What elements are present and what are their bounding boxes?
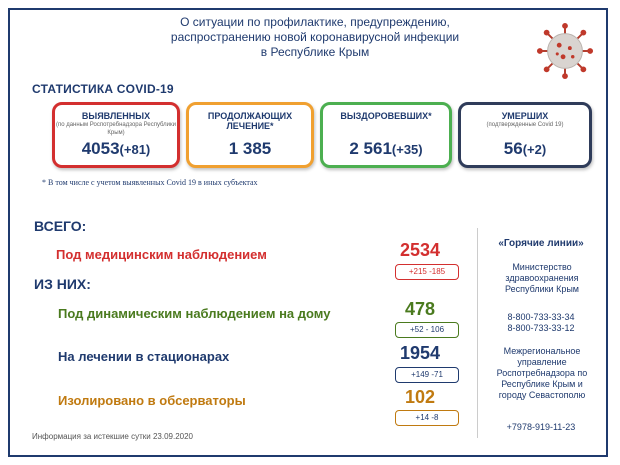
card-detected-sublabel: (по данным Роспотребнадзора Республики Крым) [55, 122, 177, 136]
hotline-rospotrebnadzor: Межрегиональное управление Роспотребнадзора по Республике Крым и городу Севастополю [496, 346, 588, 400]
card-recovered-number: 2 561 [349, 139, 392, 158]
card-detected-delta: (+81) [119, 142, 151, 157]
card-in-treatment [186, 102, 314, 168]
card-deceased-label: УМЕРШИХ [501, 111, 549, 121]
row-medical-observation-value: 2534 [399, 240, 441, 260]
card-detected-value [55, 139, 177, 159]
hotline-phone-2: 8-800-733-33-12 [507, 323, 575, 333]
row-medical-observation-delta: +215 -185 [395, 264, 459, 280]
footnote: * В том числе с учетом выявленных Covid 19 в иных субъектах [42, 178, 258, 187]
card-in-treatment-value [189, 139, 311, 159]
hotlines-title: «Горячие линии» [498, 238, 584, 249]
of-them-heading: ИЗ НИХ: [34, 276, 91, 292]
card-recovered-value [323, 139, 449, 159]
card-detected [52, 102, 180, 168]
hotline-phone-3: +7978-919-11-23 [506, 422, 576, 432]
row-home-observation-label: Под динамическим наблюдением на дому [58, 306, 331, 321]
row-hospital-delta: +149 -71 [395, 367, 459, 383]
row-observatory-label: Изолировано в обсерваторы [58, 393, 246, 408]
title-line-2: распространению новой коронавирусной инфекции [170, 30, 460, 44]
title-line-1: О ситуации по профилактике, предупреждению, [180, 15, 450, 29]
card-detected-number: 4053 [81, 139, 120, 158]
row-home-observation-value: 478 [404, 299, 436, 319]
card-recovered [320, 102, 452, 168]
card-deceased-sublabel: (подтвержденные Covid 19) [486, 122, 564, 128]
row-observatory-delta: +14 -8 [395, 410, 459, 426]
card-in-treatment-number: 1 385 [228, 139, 272, 158]
hotline-ministry: Министерство здравоохранения Республики Крым [505, 262, 579, 294]
card-deceased [458, 102, 592, 168]
divider-line [477, 228, 478, 438]
stats-heading: СТАТИСТИКА COVID-19 [32, 82, 174, 96]
coronavirus-icon [536, 22, 594, 80]
card-deceased-delta: (+2) [522, 142, 547, 157]
card-recovered-delta: (+35) [391, 142, 423, 157]
title-line-3: в Республике Крым [260, 45, 370, 59]
card-deceased-value [461, 139, 589, 159]
row-home-observation-delta: +52 - 106 [395, 322, 459, 338]
hotline-phone-1: 8-800-733-33-34 [507, 312, 575, 322]
row-medical-observation-label: Под медицинским наблюдением [56, 247, 267, 262]
row-hospital-value: 1954 [399, 343, 441, 363]
card-recovered-label: ВЫЗДОРОВЕВШИХ* [340, 111, 432, 121]
card-detected-label: ВЫЯВЛЕННЫХ [81, 111, 151, 121]
card-in-treatment-label: ПРОДОЛЖАЮЩИХ ЛЕЧЕНИЕ* [207, 111, 293, 131]
row-hospital-label: На лечении в стационарах [58, 349, 230, 364]
card-deceased-number: 56 [503, 139, 523, 158]
total-heading: ВСЕГО: [34, 218, 87, 234]
info-date: Информация за истекшие сутки 23.09.2020 [32, 432, 193, 441]
page-title [150, 15, 480, 60]
row-observatory-value: 102 [404, 387, 436, 407]
